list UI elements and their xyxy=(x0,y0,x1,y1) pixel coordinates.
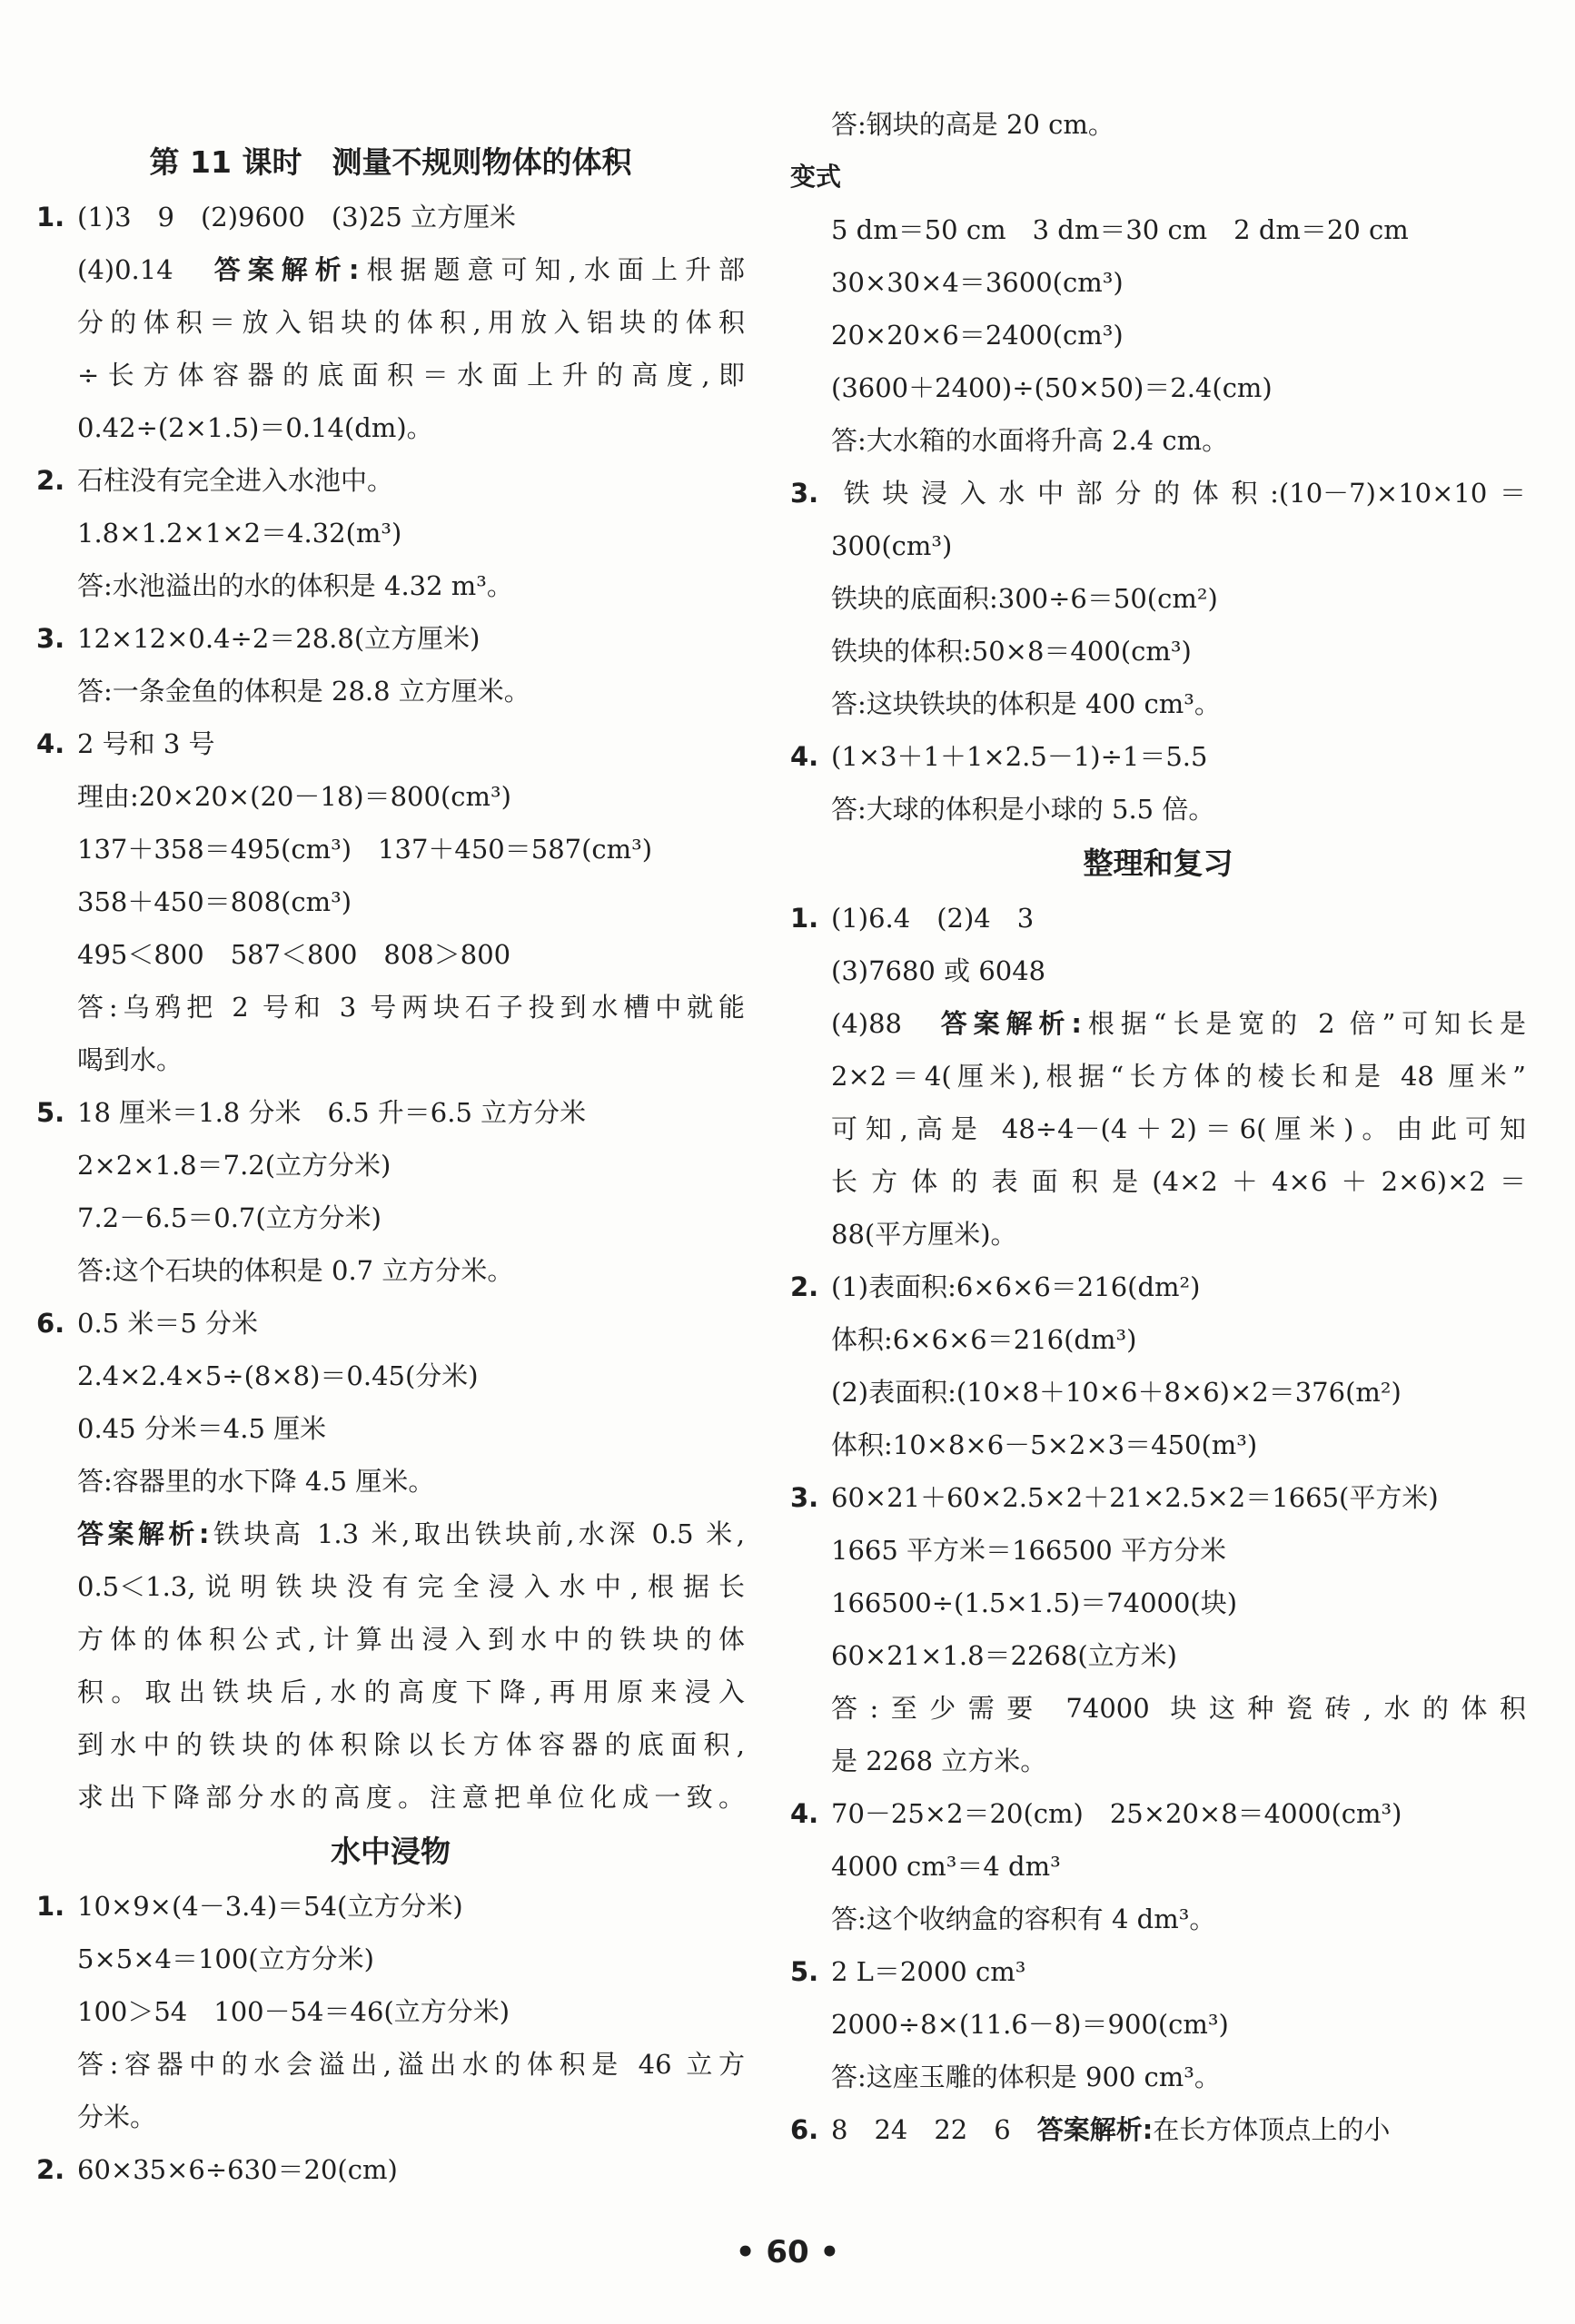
answer-line xyxy=(790,783,1526,836)
line-text: 答:这座玉雕的体积是 900 cm³。 xyxy=(831,2062,1221,2092)
answer-line xyxy=(790,1998,1526,2051)
answer-line xyxy=(790,1577,1526,1629)
line-text: 30×30×4＝3600(cm³) xyxy=(831,267,1124,298)
answer-line xyxy=(790,98,1526,151)
line-text: 12×12×0.4÷2＝28.8(立方厘米) xyxy=(77,623,480,654)
line-text: 70－25×2＝20(cm) 25×20×8＝4000(cm³) xyxy=(831,1798,1402,1829)
answer-prefix: 8 24 22 6 xyxy=(831,2114,1037,2145)
answer-line xyxy=(790,1735,1526,1787)
line-text: 根据“长是宽的 2 倍”可知长是 xyxy=(1081,1008,1526,1039)
answer-line xyxy=(36,981,745,1033)
line-text: 答:至少需要 74000 块这种瓷砖,水的体积 xyxy=(831,1693,1526,1724)
line-text: 0.42÷(2×1.5)＝0.14(dm)。 xyxy=(77,412,433,443)
question-line xyxy=(790,1945,1526,1998)
line-text: 分的体积＝放入铝块的体积,用放入铝块的体积 xyxy=(77,307,745,338)
line-text: 358＋450＝808(cm³) xyxy=(77,886,352,917)
question-number: 1. xyxy=(36,202,65,232)
answer-line xyxy=(36,1560,745,1613)
line-text: (1)6.4 (2)4 3 xyxy=(831,903,1035,934)
answer-line xyxy=(790,572,1526,625)
answer-line xyxy=(790,1050,1526,1103)
line-text: 铁块浸入水中部分的体积:(10－7)×10×10＝ xyxy=(831,478,1526,509)
answer-line xyxy=(36,1139,745,1192)
answer-line xyxy=(36,1244,745,1297)
line-text: 答:这块铁块的体积是 400 cm³。 xyxy=(831,688,1221,719)
line-text: 体积:6×6×6＝216(dm³) xyxy=(831,1324,1137,1355)
answer-line xyxy=(790,1366,1526,1419)
question-line xyxy=(790,467,1526,519)
answer-line xyxy=(790,1313,1526,1366)
line-text: 100＞54 100－54＝46(立方分米) xyxy=(77,1996,510,2027)
line-text: 1.8×1.2×1×2＝4.32(m³) xyxy=(77,518,402,549)
answer-line xyxy=(36,875,745,928)
question-line xyxy=(790,892,1526,944)
question-line xyxy=(790,2103,1526,2156)
line-text: 60×21×1.8＝2268(立方米) xyxy=(831,1640,1177,1671)
line-text: 分米。 xyxy=(77,2101,157,2132)
line-text: 可知,高是 48÷4－(4＋2)＝6(厘米)。由此可知 xyxy=(831,1113,1526,1144)
question-line xyxy=(36,191,745,243)
line-text: 2×2＝4(厘米),根据“长方体的棱长和是 48 厘米” xyxy=(831,1061,1526,1092)
question-line xyxy=(36,1880,745,1933)
section-heading: 整理和复习 xyxy=(1083,846,1233,881)
answer-line xyxy=(790,997,1526,1050)
answer-line xyxy=(36,1402,745,1455)
question-number: 4. xyxy=(790,741,819,772)
question-number: 3. xyxy=(36,623,65,654)
answer-line xyxy=(790,1893,1526,1945)
question-number: 2. xyxy=(790,1271,819,1302)
answer-line xyxy=(790,1103,1526,1155)
question-number: 2. xyxy=(36,465,65,496)
line-text: 变式 xyxy=(790,162,842,192)
answer-line xyxy=(36,401,745,454)
question-number: 5. xyxy=(790,1956,819,1987)
answer-line xyxy=(36,1455,745,1508)
line-text: 方体的体积公式,计算出浸入到水中的铁块的体 xyxy=(77,1624,745,1655)
answer-line xyxy=(790,309,1526,361)
answer-explanation-label: 答案解析: xyxy=(940,1008,1082,1039)
answer-line xyxy=(36,1666,745,1718)
answer-line xyxy=(790,677,1526,730)
answer-line xyxy=(36,1985,745,2038)
line-text: 在长方体顶点上的小 xyxy=(1153,2114,1391,2145)
answer-line xyxy=(36,1933,745,1985)
right-column xyxy=(790,109,1526,2156)
question-line xyxy=(36,454,745,507)
line-text: 166500÷(1.5×1.5)＝74000(块) xyxy=(831,1587,1238,1618)
answer-line xyxy=(36,1718,745,1771)
line-text: 2×2×1.8＝7.2(立方分米) xyxy=(77,1150,391,1181)
line-text: 0.45 分米＝4.5 厘米 xyxy=(77,1413,327,1444)
answer-line xyxy=(36,1508,745,1560)
answer-line xyxy=(790,1682,1526,1735)
line-text: 20×20×6＝2400(cm³) xyxy=(831,320,1124,351)
line-text: ÷长方体容器的底面积＝水面上升的高度,即 xyxy=(77,360,745,391)
line-text: 答:大球的体积是小球的 5.5 倍。 xyxy=(831,794,1215,825)
line-text: (3600＋2400)÷(50×50)＝2.4(cm) xyxy=(831,372,1273,403)
line-text: 答:容器中的水会溢出,溢出水的体积是 46 立方 xyxy=(77,2049,745,2080)
question-number: 3. xyxy=(790,478,819,509)
answer-line xyxy=(36,1350,745,1402)
line-text: (3)7680 或 6048 xyxy=(831,955,1046,986)
line-text: 0.5＜1.3,说明铁块没有完全浸入水中,根据长 xyxy=(77,1571,745,1602)
question-line xyxy=(36,612,745,665)
answer-line xyxy=(36,296,745,349)
page-number: • 60 • xyxy=(735,2234,840,2270)
line-text: 求出下降部分水的高度。注意把单位化成一致。 xyxy=(77,1782,745,1813)
answer-line xyxy=(790,944,1526,997)
line-text: 答:这个收纳盒的容积有 4 dm³。 xyxy=(831,1904,1216,1934)
question-number: 2. xyxy=(36,2154,65,2185)
section-heading: 第 11 课时 测量不规则物体的体积 xyxy=(149,144,632,180)
line-text: 18 厘米＝1.8 分米 6.5 升＝6.5 立方分米 xyxy=(77,1097,587,1128)
answer-line xyxy=(36,823,745,875)
answer-line xyxy=(790,1524,1526,1577)
line-text: 答:这个石块的体积是 0.7 立方分米。 xyxy=(77,1255,514,1286)
answer-explanation-label: 答案解析: xyxy=(1036,2114,1154,2145)
answer-line xyxy=(36,349,745,401)
answer-line xyxy=(790,625,1526,677)
line-text: 2 L＝2000 cm³ xyxy=(831,1956,1026,1987)
line-text: 答:大水箱的水面将升高 2.4 cm。 xyxy=(831,425,1229,456)
line-text: 理由:20×20×(20－18)＝800(cm³) xyxy=(77,781,511,812)
line-text: 4000 cm³＝4 dm³ xyxy=(831,1851,1061,1882)
line-text: 1665 平方米＝166500 平方分米 xyxy=(831,1535,1226,1566)
line-text: (1)3 9 (2)9600 (3)25 立方厘米 xyxy=(77,202,517,232)
question-number: 4. xyxy=(790,1798,819,1829)
answer-prefix: (4)0.14 xyxy=(77,254,214,285)
line-text: 石柱没有完全进入水池中。 xyxy=(77,465,394,496)
line-text: 长方体的表面积是(4×2＋4×6＋2×6)×2＝ xyxy=(831,1166,1526,1197)
question-number: 6. xyxy=(36,1308,65,1339)
answer-line xyxy=(790,203,1526,256)
line-text: 答:水池溢出的水的体积是 4.32 m³。 xyxy=(77,570,513,601)
line-text: 2.4×2.4×5÷(8×8)＝0.45(分米) xyxy=(77,1360,479,1391)
question-number: 1. xyxy=(36,1891,65,1922)
answer-line xyxy=(36,1771,745,1824)
answer-line xyxy=(36,665,745,717)
answer-line xyxy=(790,361,1526,414)
question-line xyxy=(790,1471,1526,1524)
answer-line xyxy=(790,256,1526,309)
question-number: 5. xyxy=(36,1097,65,1128)
line-text: 铁块的底面积:300÷6＝50(cm²) xyxy=(831,583,1218,614)
line-text: 495＜800 587＜800 808＞800 xyxy=(77,939,511,970)
line-text: 是 2268 立方米。 xyxy=(831,1745,1047,1776)
line-text: 88(平方厘米)。 xyxy=(831,1219,1017,1250)
answer-explanation-label: 答案解析: xyxy=(213,254,360,285)
question-line xyxy=(36,2143,745,2196)
question-line xyxy=(790,730,1526,783)
line-text: 积。取出铁块后,水的高度下降,再用原来浸入 xyxy=(77,1676,745,1707)
answer-line xyxy=(36,1192,745,1244)
answer-line xyxy=(36,243,745,296)
question-number: 1. xyxy=(790,903,819,934)
line-text: 铁块高 1.3 米,取出铁块前,水深 0.5 米, xyxy=(209,1518,745,1549)
answer-line xyxy=(790,1208,1526,1261)
answer-explanation-label: 答案解析: xyxy=(77,1518,210,1549)
line-text: 答:一条金鱼的体积是 28.8 立方厘米。 xyxy=(77,676,530,707)
line-text: (1)表面积:6×6×6＝216(dm²) xyxy=(831,1271,1201,1302)
question-line xyxy=(790,1787,1526,1840)
line-text: 体积:10×8×6－5×2×3＝450(m³) xyxy=(831,1429,1258,1460)
answer-line xyxy=(790,414,1526,467)
line-text: 2000÷8×(11.6－8)＝900(cm³) xyxy=(831,2009,1229,2040)
answer-line xyxy=(36,559,745,612)
question-line xyxy=(790,1261,1526,1313)
question-line xyxy=(36,1086,745,1139)
answer-prefix: (4)88 xyxy=(831,1008,941,1039)
answer-line xyxy=(36,2038,745,2091)
line-text: 5 dm＝50 cm 3 dm＝30 cm 2 dm＝20 cm xyxy=(831,214,1409,245)
line-text: 答:容器里的水下降 4.5 厘米。 xyxy=(77,1466,435,1497)
question-line xyxy=(36,1297,745,1350)
answer-line xyxy=(36,507,745,559)
line-text: 到水中的铁块的体积除以长方体容器的底面积, xyxy=(77,1729,745,1760)
answer-line xyxy=(790,1840,1526,1893)
answer-line xyxy=(790,1629,1526,1682)
subsection-label xyxy=(790,151,1526,203)
answer-line xyxy=(790,2051,1526,2103)
answer-line xyxy=(790,1155,1526,1208)
answer-line xyxy=(36,1033,745,1086)
line-text: (1×3＋1＋1×2.5－1)÷1＝5.5 xyxy=(831,741,1208,772)
line-text: 铁块的体积:50×8＝400(cm³) xyxy=(831,636,1192,667)
line-text: 300(cm³) xyxy=(831,530,953,561)
left-column xyxy=(36,134,745,2196)
answer-line xyxy=(36,2091,745,2143)
answer-line xyxy=(790,1419,1526,1471)
question-number: 6. xyxy=(790,2114,819,2145)
question-number: 4. xyxy=(36,728,65,759)
line-text: 2 号和 3 号 xyxy=(77,728,215,759)
line-text: 7.2－6.5＝0.7(立方分米) xyxy=(77,1202,381,1233)
question-line xyxy=(36,717,745,770)
question-number: 3. xyxy=(790,1482,819,1513)
line-text: 根据题意可知,水面上升部 xyxy=(359,254,746,285)
line-text: 10×9×(4－3.4)＝54(立方分米) xyxy=(77,1891,463,1922)
answer-line xyxy=(36,928,745,981)
line-text: 60×21＋60×2.5×2＋21×2.5×2＝1665(平方米) xyxy=(831,1482,1439,1513)
section-heading: 水中浸物 xyxy=(331,1834,451,1869)
line-text: 5×5×4＝100(立方分米) xyxy=(77,1943,374,1974)
line-text: 0.5 米＝5 分米 xyxy=(77,1308,259,1339)
line-text: 喝到水。 xyxy=(77,1044,183,1075)
answer-line xyxy=(790,519,1526,572)
line-text: 答:乌鸦把 2 号和 3 号两块石子投到水槽中就能 xyxy=(77,992,745,1023)
line-text: 137＋358＝495(cm³) 137＋450＝587(cm³) xyxy=(77,834,653,865)
line-text: (2)表面积:(10×8＋10×6＋8×6)×2＝376(m²) xyxy=(831,1377,1402,1408)
answer-line xyxy=(36,770,745,823)
line-text: 答:钢块的高是 20 cm。 xyxy=(831,109,1114,140)
answer-line xyxy=(36,1613,745,1666)
line-text: 60×35×6÷630＝20(cm) xyxy=(77,2154,398,2185)
